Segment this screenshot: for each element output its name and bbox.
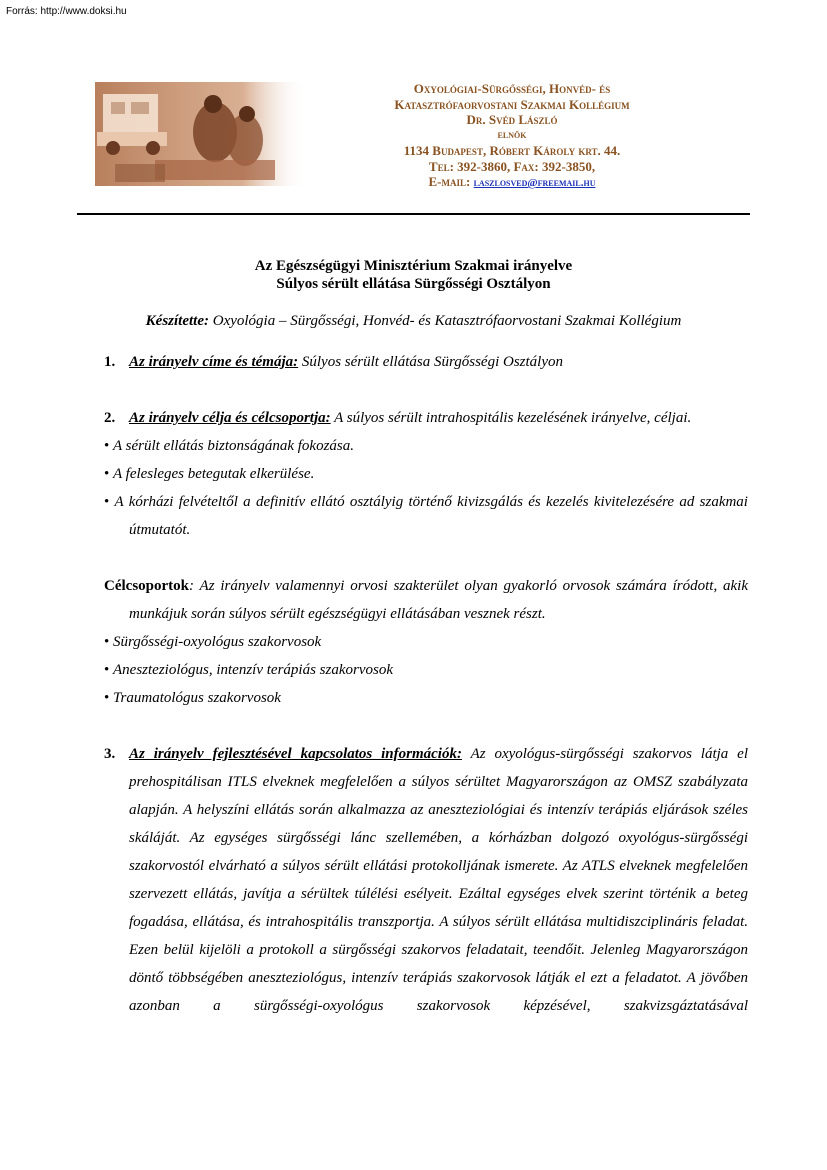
target-groups: [104, 572, 748, 628]
header-divider: [77, 213, 750, 215]
section-number: 2.: [104, 410, 116, 426]
title-line2: Súlyos sérült ellátása Sürgősségi Osztályon: [276, 276, 551, 292]
president-role: elnök: [497, 128, 527, 141]
title-line1: Az Egészségügyi Minisztérium Szakmai irányelve: [254, 258, 573, 274]
list-item: • A sérült ellátás biztonságának fokozása.: [104, 438, 354, 454]
email-label: E-mail:: [428, 174, 471, 189]
target-groups-text: : Az irányelv valamennyi orvosi szakterület olyan gyakorló orvosok számára íródott, akik munkájuk során súlyos sérült egészségügyi ellátásában vesznek részt.: [129, 578, 748, 622]
section-text: Súlyos sérült ellátása Sürgősségi Osztályon: [298, 354, 563, 370]
address: 1134 Budapest, Róbert Károly krt. 44.: [403, 143, 621, 158]
list-item: • A kórházi felvételtől a definitív ellátó osztályig történő kivizsgálás és kezelés kivitelezésére ad szakmai útmutatót.: [104, 494, 748, 538]
section-2: [104, 404, 748, 432]
author-label: Készítette:: [145, 313, 209, 329]
author-text: Oxyológia – Sürgősségi, Honvéd- és Katasztrófaorvostani Szakmai Kollégium: [208, 313, 682, 329]
section-3: [104, 740, 748, 1020]
section-label: Az irányelv címe és témája:: [129, 354, 299, 370]
document-title: [77, 257, 750, 293]
document-body: [104, 348, 748, 1020]
source-label: Forrás: http://www.doksi.hu: [6, 6, 127, 17]
section-number: 3.: [104, 746, 116, 762]
letterhead-photo: [95, 82, 307, 186]
email-link[interactable]: laszlosved@freemail.hu: [473, 177, 596, 189]
author-line: [77, 313, 750, 330]
list-item: • A felesleges betegutak elkerülése.: [104, 466, 315, 482]
president-name: Dr. Svéd László: [466, 112, 558, 127]
target-groups-label: Célcsoportok: [104, 578, 189, 594]
section-1: [104, 348, 748, 376]
list-item: • Aneszteziológus, intenzív terápiás szakorvosok: [104, 662, 393, 678]
section-label: Az irányelv célja és célcsoportja:: [129, 410, 331, 426]
phone-fax: Tel: 392-3860, Fax: 392-3850,: [428, 158, 596, 174]
list-item: • Sürgősségi-oxyológus szakorvosok: [104, 634, 322, 650]
list-item: • Traumatológus szakorvosok: [104, 690, 281, 706]
section-text: Az oxyológus-sürgősségi szakorvos látja el prehospitálisan ITLS elveknek megfelelően a súlyos sérültet Magyarországon az OMSZ szabályzata alapján. A helyszíni ellátás során alkalmazza az aneszteziológiai és intenzív terápiás eljárások széles skáláját. Az egységes sürgősségi lánc szellemében, a kórházban dolgozó oxyológus-sürgősségi szakorvostól elvárható a súlyos sérült ellátási protokolljának ismerete. Az ATLS elveknek megfelelően szervezett ellátás, javítja a sérültek túlélési esélyeit. Ezáltal egységes elvek szerint történik a beteg fogadása, ellátása, és intrahospitális transzportja. A súlyos sérült ellátása multidiszciplináris feladat. Ezen belül kijelöli a protokoll a sürgősségi szakorvos feladatait, teendőit. Jelenleg Magyarországon döntő többségében aneszteziológus, intenzív terápiás szakorvosok látják el ezt a feladatot. A jövőben azonban a sürgősségi-oxyológus szakorvosok képzésével, szakvizsgáztatásával: [129, 746, 749, 1014]
section-label: Az irányelv fejlesztésével kapcsolatos információk:: [129, 746, 462, 762]
org-name-line1: Oxyológiai-Sürgősségi, Honvéd- és: [413, 81, 611, 96]
letterhead: [316, 81, 708, 192]
section-text: A súlyos sérült intrahospitális kezelésének irányelve, céljai.: [330, 410, 692, 426]
section-number: 1.: [104, 354, 116, 370]
org-name-line2: Katasztrófaorvostani Szakmai Kollégium: [394, 96, 630, 112]
